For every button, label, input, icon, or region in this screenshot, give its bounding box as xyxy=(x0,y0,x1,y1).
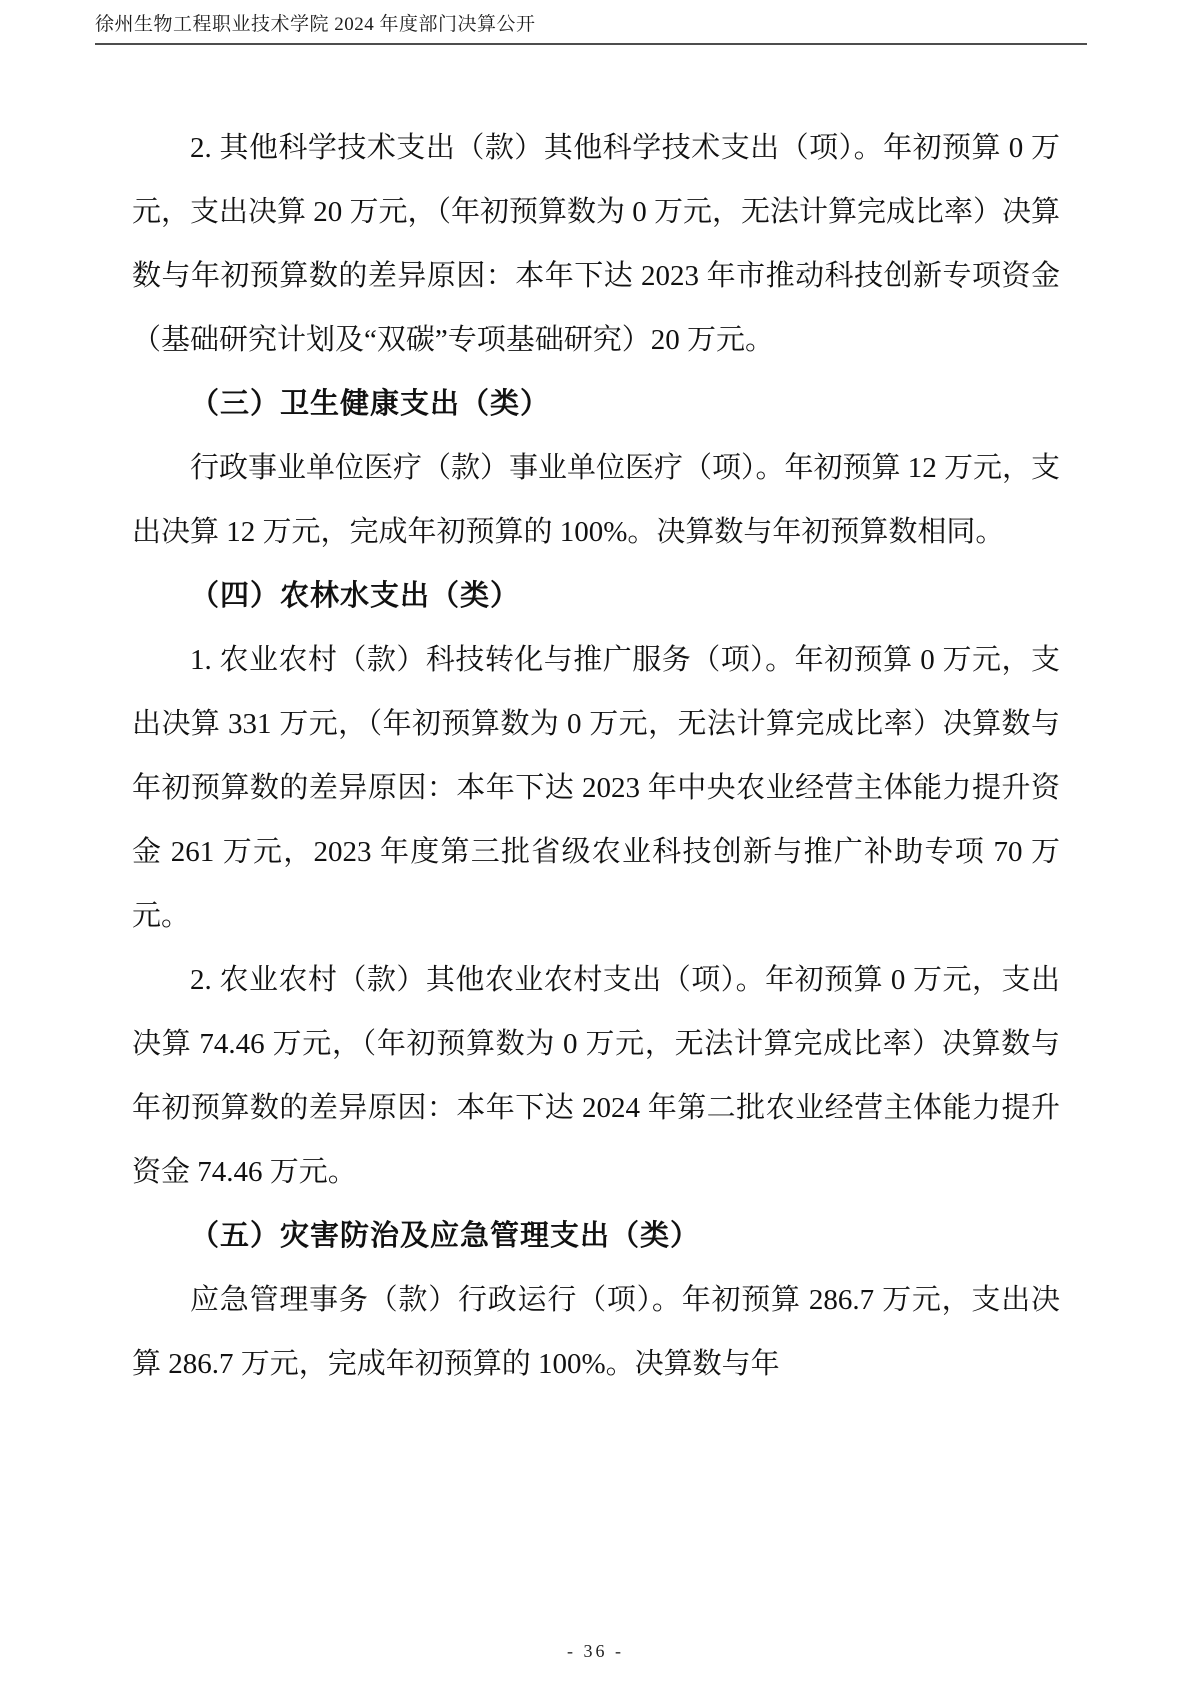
page-header-title: 徐州生物工程职业技术学院 2024 年度部门决算公开 xyxy=(95,14,536,35)
page-header xyxy=(95,14,1087,45)
paragraph-other-science-expenditure: 2. 其他科学技术支出（款）其他科学技术支出（项）。年初预算 0 万元，支出决算 20 万元，（年初预算数为 0 万元，无法计算完成比率）决算数与年初预算数的差异原因：本年下达 2023 年市推动科技创新专项资金（基础研究计划及“双碳”专项基础研究）20 万元。 xyxy=(132,132,1061,356)
paragraph-agriculture-tech-promotion: 1. 农业农村（款）科技转化与推广服务（项）。年初预算 0 万元，支出决算 331 万元，（年初预算数为 0 万元，无法计算完成比率）决算数与年初预算数的差异原因：本年下达 2023 年中央农业经营主体能力提升资金 261 万元，2023 年度第三批省级农业科技创新与推广补助专项 70 万元。 xyxy=(132,644,1060,932)
section-heading-health-expenditure: （三）卫生健康支出（类） xyxy=(190,388,551,420)
paragraph-emergency-management-affairs: 应急管理事务（款）行政运行（项）。年初预算 286.7 万元，支出决算 286.7 万元，完成年初预算的 100%。决算数与年 xyxy=(132,1284,1060,1380)
page-number: - 36 - xyxy=(567,1641,624,1661)
paragraph-other-agriculture-expenditure: 2. 农业农村（款）其他农业农村支出（项）。年初预算 0 万元，支出决算 74.46 万元，（年初预算数为 0 万元，无法计算完成比率）决算数与年初预算数的差异原因：本年下达 2024 年第二批农业经营主体能力提升资金 74.46 万元。 xyxy=(132,964,1060,1188)
paragraph-medical-expenditure: 行政事业单位医疗（款）事业单位医疗（项）。年初预算 12 万元，支出决算 12 万元，完成年初预算的 100%。决算数与年初预算数相同。 xyxy=(132,452,1061,548)
section-heading-agriculture-forestry-water: （四）农林水支出（类） xyxy=(190,580,521,612)
section-heading-disaster-emergency-management: （五）灾害防治及应急管理支出（类） xyxy=(190,1220,701,1252)
document-body xyxy=(132,116,1060,1396)
page-footer xyxy=(0,1641,1191,1662)
